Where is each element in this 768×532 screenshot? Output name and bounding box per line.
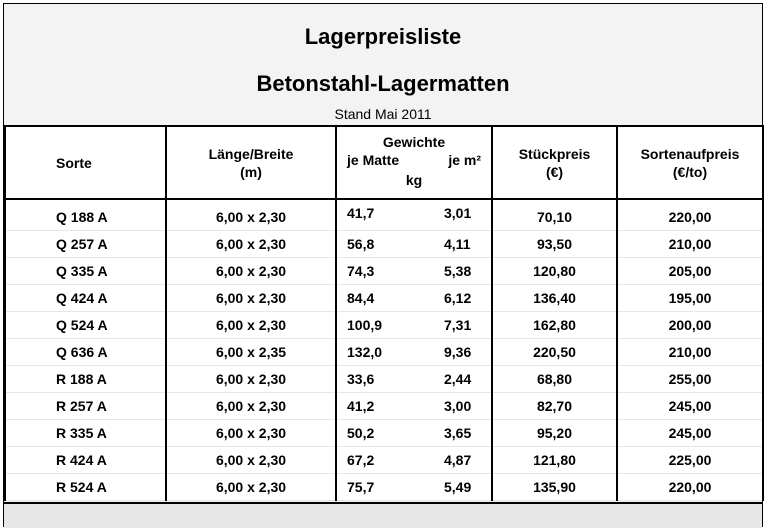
cell-gewichte xyxy=(336,258,492,285)
cell-gewicht-je-matte: 41,7 xyxy=(347,205,375,221)
cell-gewicht-je-m2: 5,49 xyxy=(444,479,472,495)
cell-gewicht-je-m2: 6,12 xyxy=(444,290,472,306)
cell-sortenaufpreis: 210,00 xyxy=(617,231,763,258)
table-footer-bar xyxy=(4,502,762,528)
cell-gewichte xyxy=(336,474,492,501)
column-subheader-je-m2: je m² xyxy=(448,152,481,168)
cell-gewicht-je-matte: 50,2 xyxy=(347,425,375,441)
cell-gewicht-je-matte: 132,0 xyxy=(347,344,383,360)
cell-stueckpreis: 135,90 xyxy=(492,474,617,501)
cell-gewichte xyxy=(336,231,492,258)
cell-laenge-breite: 6,00 x 2,30 xyxy=(166,312,336,339)
column-header-unit: (€/to) xyxy=(672,163,708,180)
table-body xyxy=(5,199,763,501)
cell-gewicht-je-m2: 3,65 xyxy=(444,425,472,441)
cell-gewicht-je-m2: 2,44 xyxy=(444,371,472,387)
table-row xyxy=(5,312,763,339)
cell-gewichte xyxy=(336,339,492,366)
cell-laenge-breite: 6,00 x 2,30 xyxy=(166,366,336,393)
price-table xyxy=(4,125,764,501)
cell-stueckpreis: 121,80 xyxy=(492,447,617,474)
price-list-sheet xyxy=(3,3,763,527)
table-row xyxy=(5,420,763,447)
cell-gewicht-je-m2: 3,01 xyxy=(444,205,472,221)
cell-gewichte xyxy=(336,393,492,420)
cell-sortenaufpreis: 245,00 xyxy=(617,420,763,447)
cell-gewicht-je-matte: 84,4 xyxy=(347,290,375,306)
cell-laenge-breite: 6,00 x 2,30 xyxy=(166,447,336,474)
cell-sortenaufpreis: 245,00 xyxy=(617,393,763,420)
cell-gewicht-je-matte: 67,2 xyxy=(347,452,375,468)
page-subtitle: Betonstahl-Lagermatten xyxy=(256,71,510,96)
cell-gewicht-je-m2: 9,36 xyxy=(444,344,472,360)
cell-gewicht-je-matte: 100,9 xyxy=(347,317,383,333)
cell-stueckpreis: 136,40 xyxy=(492,285,617,312)
table-header-row xyxy=(5,126,763,199)
table-row xyxy=(5,199,763,231)
cell-sortenaufpreis: 255,00 xyxy=(617,366,763,393)
column-header-sortenaufpreis xyxy=(617,126,763,199)
column-header-gewichte xyxy=(336,126,492,199)
cell-sorte: R 335 A xyxy=(5,420,166,447)
cell-gewicht-je-m2: 7,31 xyxy=(444,317,472,333)
column-header-label: Gewichte xyxy=(382,134,446,150)
column-header-label: Sorte xyxy=(56,154,92,171)
cell-laenge-breite: 6,00 x 2,30 xyxy=(166,393,336,420)
cell-stueckpreis: 95,20 xyxy=(492,420,617,447)
cell-gewicht-je-matte: 75,7 xyxy=(347,479,375,495)
cell-gewichte xyxy=(336,447,492,474)
date-label: Stand Mai 2011 xyxy=(334,106,432,122)
cell-gewicht-je-m2: 3,00 xyxy=(444,398,472,414)
cell-stueckpreis: 220,50 xyxy=(492,339,617,366)
cell-sortenaufpreis: 200,00 xyxy=(617,312,763,339)
cell-laenge-breite: 6,00 x 2,30 xyxy=(166,474,336,501)
cell-gewichte xyxy=(336,366,492,393)
column-header-laenge xyxy=(166,126,336,199)
cell-sortenaufpreis: 220,00 xyxy=(617,199,763,231)
cell-gewicht-je-matte: 56,8 xyxy=(347,236,375,252)
cell-laenge-breite: 6,00 x 2,30 xyxy=(166,258,336,285)
cell-stueckpreis: 82,70 xyxy=(492,393,617,420)
column-header-unit: (€) xyxy=(545,163,564,180)
cell-gewicht-je-m2: 4,87 xyxy=(444,452,472,468)
cell-stueckpreis: 162,80 xyxy=(492,312,617,339)
column-header-unit: (m) xyxy=(240,163,262,180)
cell-sorte: Q 335 A xyxy=(5,258,166,285)
table-row xyxy=(5,339,763,366)
cell-sortenaufpreis: 205,00 xyxy=(617,258,763,285)
table-row xyxy=(5,231,763,258)
cell-sorte: R 524 A xyxy=(5,474,166,501)
column-header-sorte xyxy=(5,126,166,199)
cell-laenge-breite: 6,00 x 2,30 xyxy=(166,231,336,258)
cell-sortenaufpreis: 195,00 xyxy=(617,285,763,312)
page-title: Lagerpreisliste xyxy=(304,24,462,49)
cell-gewicht-je-m2: 5,38 xyxy=(444,263,472,279)
table-row xyxy=(5,447,763,474)
price-list-header xyxy=(4,4,762,126)
table-row xyxy=(5,474,763,501)
cell-sorte: R 188 A xyxy=(5,366,166,393)
cell-sortenaufpreis: 220,00 xyxy=(617,474,763,501)
cell-sorte: Q 257 A xyxy=(5,231,166,258)
cell-stueckpreis: 70,10 xyxy=(492,199,617,231)
cell-gewicht-je-matte: 74,3 xyxy=(347,263,375,279)
cell-sortenaufpreis: 210,00 xyxy=(617,339,763,366)
cell-sorte: Q 524 A xyxy=(5,312,166,339)
column-header-label: Stückpreis xyxy=(518,145,591,162)
table-row xyxy=(5,393,763,420)
cell-laenge-breite: 6,00 x 2,30 xyxy=(166,285,336,312)
cell-gewicht-je-matte: 41,2 xyxy=(347,398,375,414)
cell-stueckpreis: 68,80 xyxy=(492,366,617,393)
table-row xyxy=(5,258,763,285)
cell-laenge-breite: 6,00 x 2,30 xyxy=(166,199,336,231)
cell-gewichte xyxy=(336,420,492,447)
cell-sorte: Q 188 A xyxy=(5,199,166,231)
cell-gewicht-je-matte: 33,6 xyxy=(347,371,375,387)
cell-gewichte xyxy=(336,285,492,312)
cell-sorte: R 257 A xyxy=(5,393,166,420)
cell-gewicht-je-m2: 4,11 xyxy=(444,236,471,252)
table-row xyxy=(5,366,763,393)
cell-laenge-breite: 6,00 x 2,35 xyxy=(166,339,336,366)
cell-sorte: Q 636 A xyxy=(5,339,166,366)
cell-gewichte xyxy=(336,199,492,231)
cell-sorte: Q 424 A xyxy=(5,285,166,312)
column-header-label: Länge/Breite xyxy=(208,145,294,162)
column-header-stueckpreis xyxy=(492,126,617,199)
cell-stueckpreis: 93,50 xyxy=(492,231,617,258)
cell-laenge-breite: 6,00 x 2,30 xyxy=(166,420,336,447)
cell-sortenaufpreis: 225,00 xyxy=(617,447,763,474)
column-subheader-je-matte: je Matte xyxy=(347,152,400,168)
cell-sorte: R 424 A xyxy=(5,447,166,474)
cell-stueckpreis: 120,80 xyxy=(492,258,617,285)
column-header-unit: kg xyxy=(405,172,423,188)
table-row xyxy=(5,285,763,312)
column-header-label: Sortenaufpreis xyxy=(640,145,740,162)
cell-gewichte xyxy=(336,312,492,339)
